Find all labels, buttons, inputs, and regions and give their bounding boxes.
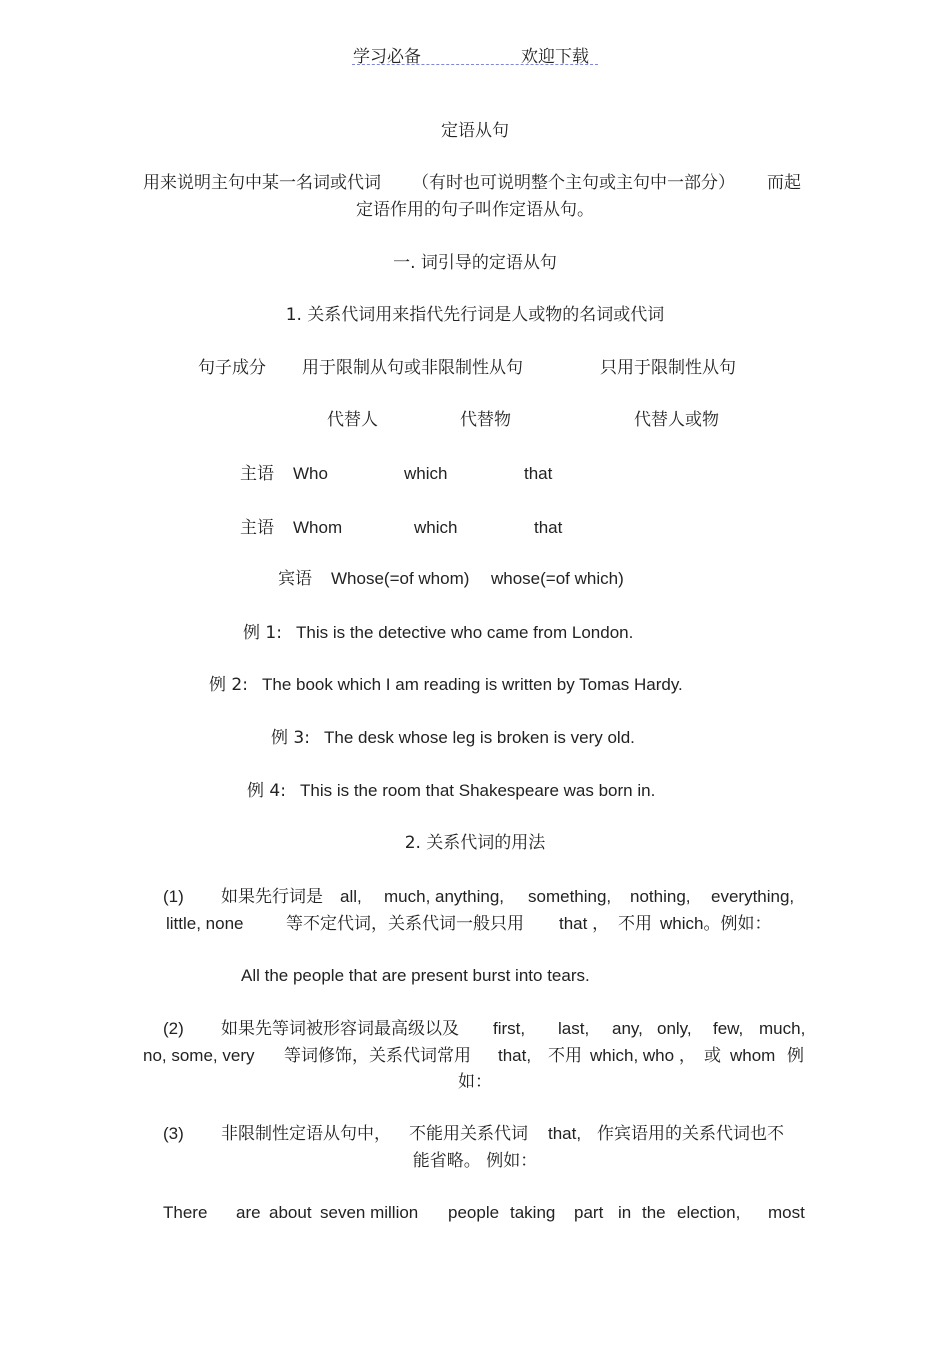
table-row1-person: Who	[293, 464, 328, 483]
table-row2-both: that	[534, 518, 563, 537]
rule2-part-b: first,	[493, 1019, 526, 1038]
rule1-part-k: which。例如：	[660, 914, 772, 933]
table-subheader-thing: 代替物	[460, 410, 511, 430]
rule3-part-b: 不能用关系代词	[409, 1124, 528, 1144]
rule3-example-word: seven million	[320, 1203, 419, 1222]
example2-text: The book which I am reading is written by Tomas Hardy.	[262, 675, 683, 694]
header-dashed-rule	[352, 64, 598, 65]
rule1-example: All the people that are present burst into tears.	[241, 966, 590, 985]
example3-label: 例 3:	[271, 728, 310, 748]
rule1-part-g: little, none	[166, 914, 244, 933]
table-row1-both: that	[524, 464, 553, 483]
rule1-part-a: 如果先行词是	[221, 887, 323, 907]
rule3-example-word: There	[163, 1203, 208, 1222]
example4-label: 例 4:	[247, 781, 286, 801]
table-row2-thing: which	[414, 518, 458, 537]
rule3-part-e: 能省略。 例如：	[412, 1151, 538, 1171]
table-row1-role: 主语	[240, 464, 274, 484]
rule1-part-c: much, anything,	[384, 887, 505, 906]
rule2-part-c: last,	[558, 1019, 590, 1038]
rule2-part-o: 例	[787, 1046, 804, 1066]
intro-line2: 定语作用的句子叫作定语从句。	[356, 200, 594, 220]
rule1-part-f: everything,	[711, 887, 795, 906]
intro-line1-part-a: 用来说明主句中某一名词或代词	[143, 173, 381, 193]
section1-subheading: 1. 关系代词用来指代先行词是人或物的名词或代词	[285, 305, 665, 325]
table-row2-role: 主语	[240, 518, 274, 538]
rule2-part-n: whom	[730, 1046, 776, 1065]
table-subheader-both: 代替人或物	[634, 410, 719, 430]
rule2-part-g: much,	[759, 1019, 806, 1038]
header-right-text: 欢迎下载	[521, 47, 589, 67]
table-header-restrictive-or-not: 用于限制从句或非限制性从句	[302, 358, 523, 378]
header-left-text: 学习必备	[353, 47, 421, 67]
rule3-example-word: about	[269, 1203, 312, 1222]
rule3-part-d: 作宾语用的关系代词也不	[597, 1124, 784, 1144]
rule3-example-word: election,	[677, 1203, 741, 1222]
rule2-part-m: 或	[704, 1046, 721, 1066]
rule3-example-word: part	[574, 1203, 604, 1222]
example3-text: The desk whose leg is broken is very old.	[324, 728, 635, 747]
table-row3-person: Whose(=of whom)	[331, 569, 470, 588]
intro-line1-part-c: 而起	[767, 173, 801, 193]
section1-heading: 一. 词引导的定语从句	[393, 253, 557, 273]
example4-text: This is the room that Shakespeare was born in.	[300, 781, 656, 800]
rule3-number: (3)	[163, 1124, 184, 1143]
rule2-part-l: which, who ，	[590, 1046, 696, 1065]
rule3-example-word: are	[236, 1203, 261, 1222]
rule2-part-j: that,	[498, 1046, 532, 1065]
document-title: 定语从句	[441, 121, 509, 141]
rule2-part-i: 等词修饰，关系代词常用	[284, 1046, 471, 1066]
rule2-part-a: 如果先等词被形容词最高级以及	[221, 1019, 459, 1039]
rule3-example-word: taking	[510, 1203, 556, 1222]
table-subheader-person: 代替人	[327, 410, 378, 430]
rule3-example-word: the	[642, 1203, 666, 1222]
section2-heading: 2. 关系代词的用法	[404, 833, 546, 853]
rule1-part-j: 不用	[618, 914, 652, 934]
rule2-number: (2)	[163, 1019, 184, 1038]
table-row3-thing: whose(=of which)	[491, 569, 624, 588]
example1-label: 例 1:	[243, 623, 282, 643]
table-header-role: 句子成分	[198, 358, 266, 378]
rule2-part-e: only,	[657, 1019, 692, 1038]
rule2-part-d: any,	[612, 1019, 643, 1038]
rule2-part-p: 如：	[458, 1072, 492, 1092]
table-header-restrictive-only: 只用于限制性从句	[600, 358, 736, 378]
rule1-part-i: that ，	[559, 914, 610, 933]
table-row3-role: 宾语	[278, 569, 312, 589]
rule3-part-c: that,	[548, 1124, 582, 1143]
rule2-part-f: few,	[713, 1019, 744, 1038]
rule3-part-a: 非限制性定语从句中，	[221, 1124, 391, 1144]
rule2-part-h: no, some, very	[143, 1046, 255, 1065]
example1-text: This is the detective who came from London.	[296, 623, 634, 642]
rule1-part-h: 等不定代词，关系代词一般只用	[286, 914, 524, 934]
table-row1-thing: which	[404, 464, 448, 483]
rule3-example-word: most	[768, 1203, 805, 1222]
rule1-part-b: all,	[340, 887, 362, 906]
rule1-number: (1)	[163, 887, 184, 906]
rule3-example-word: people	[448, 1203, 500, 1222]
example2-label: 例 2:	[209, 675, 248, 695]
table-row2-person: Whom	[293, 518, 343, 537]
rule1-part-d: something,	[528, 887, 612, 906]
rule1-part-e: nothing,	[630, 887, 691, 906]
rule3-example-word: in	[618, 1203, 632, 1222]
intro-line1-part-b: （有时也可说明整个主句或主句中一部分）	[412, 173, 735, 193]
rule2-part-k: 不用	[548, 1046, 582, 1066]
